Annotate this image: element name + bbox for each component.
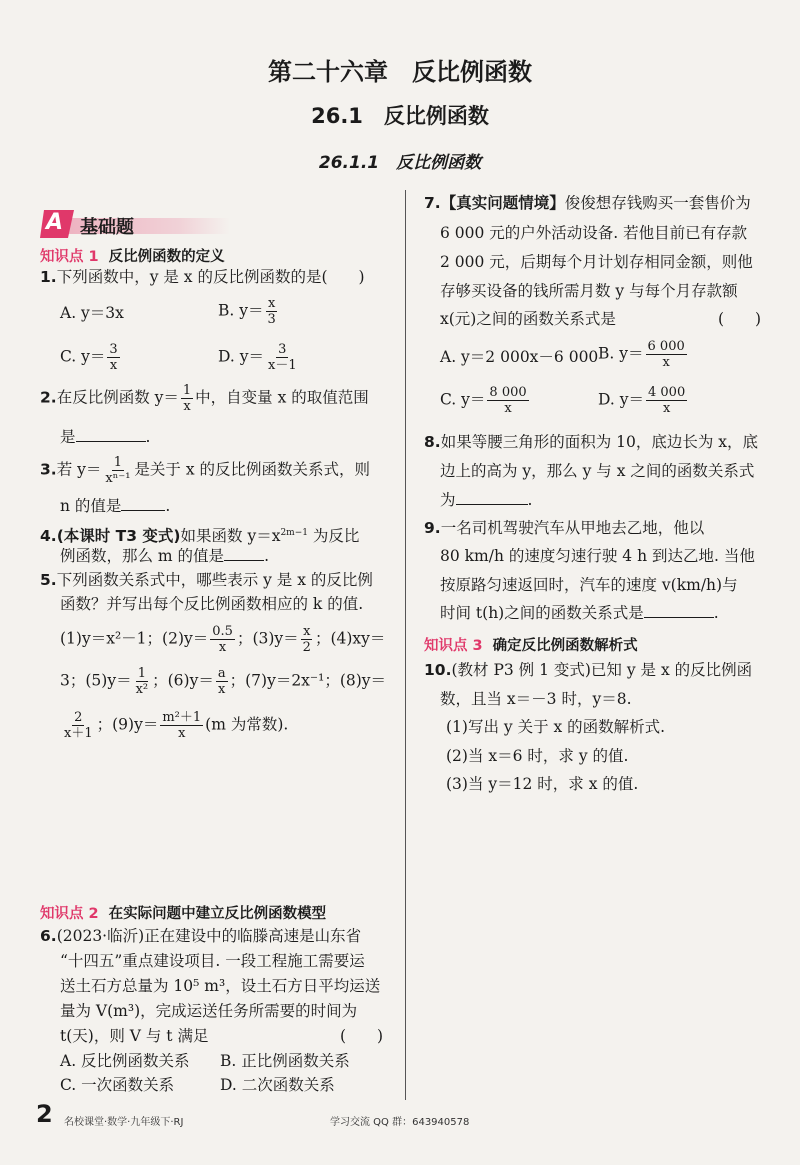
q7-number: 7. [424, 194, 441, 212]
q10-line-2: 数，且当 x＝－3 时，y＝8. [440, 690, 632, 708]
q2-num: 1 [182, 383, 192, 398]
q5-l3-b: ；(3)y＝ [236, 629, 299, 648]
q10-sub-3: (3)当 y＝12 时，求 x 的值. [446, 775, 639, 793]
question-8 [424, 432, 758, 452]
q8-answer-blank[interactable] [456, 504, 528, 505]
q7-b-den: x [662, 355, 670, 370]
q6-line1: (2023·临沂)正在建设中的临滕高速是山东省 [56, 927, 362, 945]
q5-line1: 下列函数关系式中，哪些表示 y 是 x 的反比例 [56, 571, 373, 589]
q5-l3-frac2 [301, 624, 313, 655]
q4-line2-text: 例函数，那么 m 的值是 [60, 547, 225, 565]
q4-line-2 [60, 546, 269, 566]
q2-den: x [183, 399, 191, 414]
kp3-tag: 知识点 3 [424, 638, 483, 654]
q6-option-c: C. 一次函数关系 [60, 1076, 175, 1094]
q8-number: 8. [424, 433, 441, 451]
q3-pre: 若 y＝ [56, 460, 102, 479]
q8-line1: 如果等腰三角形的面积为 10，底边长为 x，底 [440, 433, 759, 451]
q1-b-label: B. y＝ [218, 301, 264, 320]
q2-post: 中，自变量 x 的取值范围 [195, 388, 369, 407]
q5-l5-f1n: 2 [74, 710, 83, 725]
q7-c-label: C. y＝ [440, 390, 486, 409]
q7-line-2: 6 000 元的户外活动设备. 若他目前已有存款 [440, 224, 748, 242]
q10-number: 10. [424, 661, 452, 679]
q5-l3-f1d: x [218, 640, 227, 655]
q9-line-2: 80 km/h 的速度匀速行驶 4 h 到达乙地. 当他 [440, 547, 755, 565]
badge-banner-icon [40, 208, 230, 240]
kp1-title: 反比例函数的定义 [108, 249, 225, 265]
q5-l4-frac2 [216, 666, 228, 697]
q5-l3-f1n: 0.5 [212, 624, 233, 639]
q3-answer-blank[interactable] [121, 510, 165, 511]
q6-line-2: “十四五”重点建设项目. 一段工程施工需要运 [60, 952, 365, 970]
q7-d-num: 4 000 [648, 385, 686, 400]
q3-line2-text: n 的值是 [60, 497, 122, 515]
q8-line-2: 边上的高为 y，那么 y 与 x 之间的函数关系式 [440, 462, 755, 480]
q1-c-den: x [109, 358, 118, 373]
q7-c-num: 8 000 [489, 385, 527, 400]
q2-number: 2. [40, 388, 57, 407]
question-7 [424, 193, 751, 213]
kp3-title: 确定反比例函数解析式 [492, 638, 638, 654]
q7-option-d [598, 385, 689, 416]
q10-line1: (教材 P3 例 1 变式)已知 y 是 x 的反比例函 [451, 661, 753, 679]
kp1-tag: 知识点 1 [40, 249, 99, 265]
q5-l5-a: ；(9)y＝ [96, 715, 159, 734]
q1-number: 1. [40, 268, 57, 286]
q3-num: 1 [113, 455, 123, 470]
q5-l5-f2d: x [178, 726, 186, 741]
q2-line-2 [60, 427, 150, 447]
q3-end: . [165, 497, 171, 515]
q5-l3-f2n: x [303, 624, 311, 639]
q3-den: xⁿ⁻¹ [105, 471, 131, 486]
q1-d-den: x－1 [268, 358, 297, 373]
q10-sub-1: (1)写出 y 关于 x 的函数解析式. [446, 718, 666, 736]
question-4 [40, 523, 359, 546]
q1-b-den: 3 [267, 312, 276, 327]
q7-c-den: x [504, 401, 512, 416]
q5-l4-c: ；(7)y＝2x⁻¹；(8)y＝ [229, 671, 387, 690]
question-1 [40, 267, 365, 287]
q6-option-a: A. 反比例函数关系 [60, 1052, 190, 1070]
q6-number: 6. [40, 927, 57, 945]
knowledge-point-3 [424, 634, 638, 655]
q7-option-a: A. y＝2 000x－6 000 [440, 348, 599, 366]
section-badge [40, 208, 230, 244]
q3-fraction [103, 455, 132, 486]
q5-line-4 [60, 666, 386, 697]
q5-l3-c: ；(4)xy＝ [314, 629, 386, 648]
footer-qq: 学习交流 QQ 群：643940578 [330, 1117, 470, 1128]
q6-line-4: 量为 V(m³)，完成运送任务所需要的时间为 [60, 1002, 358, 1020]
q2-end: . [145, 428, 151, 446]
question-9 [424, 518, 704, 538]
q5-line-5 [60, 710, 288, 741]
q7-d-den: x [662, 401, 671, 416]
q9-line-4 [440, 603, 719, 623]
q6-answer-paren[interactable]: ( ) [340, 1027, 384, 1045]
q8-end: . [527, 491, 533, 509]
q5-l3-frac1 [210, 624, 235, 655]
q5-l4-b: ；(6)y＝ [152, 671, 214, 690]
q3-line-2 [60, 496, 170, 516]
knowledge-point-2 [40, 902, 326, 923]
question-5 [40, 570, 373, 590]
question-3 [40, 455, 370, 486]
q5-l5-b: (m 为常数). [205, 715, 289, 734]
q5-l4-f2n: a [217, 666, 226, 681]
q2-line2-text: 是 [60, 428, 76, 446]
q1-b-fraction [266, 296, 278, 327]
question-6 [40, 926, 361, 946]
q9-number: 9. [424, 519, 441, 537]
q1-c-num: 3 [109, 342, 118, 357]
q7-line1: 俊俊想存钱购买一套售价为 [564, 194, 751, 212]
q1-option-b [218, 296, 280, 327]
badge-label: 基础题 [80, 217, 134, 238]
chapter-title: 第二十六章 反比例函数 [268, 58, 532, 86]
q1-option-c [60, 342, 122, 373]
q9-end: . [713, 604, 719, 622]
q6-line-5: t(天)，则 V 与 t 满足 [60, 1027, 209, 1045]
q7-tag: 【真实问题情境】 [440, 194, 565, 212]
q4-tag: (本课时 T3 变式) [56, 527, 181, 546]
q2-answer-blank[interactable] [76, 441, 146, 442]
q7-d-label: D. y＝ [598, 390, 644, 409]
q7-option-c [440, 385, 531, 416]
q1-d-fraction [266, 342, 299, 373]
q6-option-b: B. 正比例函数关系 [220, 1052, 350, 1070]
q5-l3-a: (1)y＝x²－1；(2)y＝ [60, 629, 209, 648]
q5-l4-f1n: 1 [137, 666, 146, 681]
q7-line-4: 存够买设备的钱所需月数 y 与每个月存款额 [440, 282, 738, 300]
q7-line-3: 2 000 元，后期每个月计划存相同金额，则他 [440, 253, 753, 271]
q2-fraction [181, 383, 193, 414]
q1-d-label: D. y＝ [218, 347, 264, 366]
q4-number: 4. [40, 527, 57, 546]
page-number: 2 [36, 1100, 53, 1128]
q1-stem: 下列函数中，y 是 x 的反比例函数的是( ) [56, 268, 365, 286]
q8-line3-text: 为 [440, 491, 456, 509]
q8-line-3 [440, 490, 532, 510]
q1-b-num: x [267, 296, 276, 311]
footer-book: 名校课堂·数学·九年级下·RJ [64, 1117, 184, 1128]
q1-d-num: 3 [278, 342, 287, 357]
q4-pre: 如果函数 y＝x [180, 527, 281, 546]
q9-line-3: 按原路匀速返回时，汽车的速度 v(km/h)与 [440, 576, 738, 594]
q5-line-2: 函数？并写出每个反比例函数相应的 k 的值. [60, 595, 364, 613]
badge-letter: A [46, 210, 64, 235]
q5-l4-frac1 [134, 666, 151, 697]
q7-line-5: x(元)之间的函数关系式是 [440, 310, 616, 328]
q6-option-d: D. 二次函数关系 [220, 1076, 335, 1094]
q4-answer-blank[interactable] [224, 560, 264, 561]
q7-option-b [598, 339, 689, 370]
q5-line-3 [60, 624, 385, 655]
q9-line1: 一名司机驾驶汽车从甲地去乙地，他以 [440, 519, 705, 537]
knowledge-point-1 [40, 245, 225, 266]
question-10 [424, 660, 752, 680]
q4-exponent: 2m−1 [280, 528, 308, 538]
q10-sub-2: (2)当 x＝6 时，求 y 的值. [446, 747, 629, 765]
q3-number: 3. [40, 460, 57, 479]
q9-answer-blank[interactable] [644, 617, 714, 618]
q1-option-a: A. y＝3x [60, 304, 124, 322]
q7-answer-paren[interactable]: ( ) [718, 310, 762, 328]
q4-post: 为反比 [307, 527, 360, 546]
subsection-title: 26.1.1 反比例函数 [318, 153, 482, 173]
q5-l5-f2n: m²＋1 [162, 710, 202, 725]
q1-c-label: C. y＝ [60, 347, 106, 366]
q5-l4-f2d: x [218, 682, 226, 697]
q5-l5-f1d: x＋1 [64, 726, 93, 741]
q5-number: 5. [40, 571, 57, 589]
q1-c-fraction [107, 342, 119, 373]
q5-l5-frac1 [62, 710, 95, 741]
q5-l5-frac2 [160, 710, 203, 741]
q5-l4-f1d: x² [135, 682, 149, 697]
q4-end: . [264, 547, 269, 565]
kp2-tag: 知识点 2 [40, 906, 99, 922]
q9-line4-text: 时间 t(h)之间的函数关系式是 [440, 604, 644, 622]
q3-post: 是关于 x 的反比例函数关系式，则 [134, 460, 371, 479]
q7-c-fraction [487, 385, 528, 416]
column-divider [405, 190, 406, 1100]
q7-b-fraction [646, 339, 687, 370]
q6-line-3: 送土石方总量为 10⁵ m³，设土石方日平均运送 [60, 977, 381, 995]
q5-l4-a: 3；(5)y＝ [60, 671, 132, 690]
q7-d-fraction [646, 385, 687, 416]
question-2 [40, 383, 369, 414]
q2-pre: 在反比例函数 y＝ [56, 388, 179, 407]
section-title: 26.1 反比例函数 [311, 104, 489, 128]
q1-option-d [218, 342, 301, 373]
q7-b-num: 6 000 [647, 339, 685, 354]
kp2-title: 在实际问题中建立反比例函数模型 [108, 906, 327, 922]
q7-b-label: B. y＝ [598, 344, 644, 363]
q5-l3-f2d: 2 [302, 640, 311, 655]
